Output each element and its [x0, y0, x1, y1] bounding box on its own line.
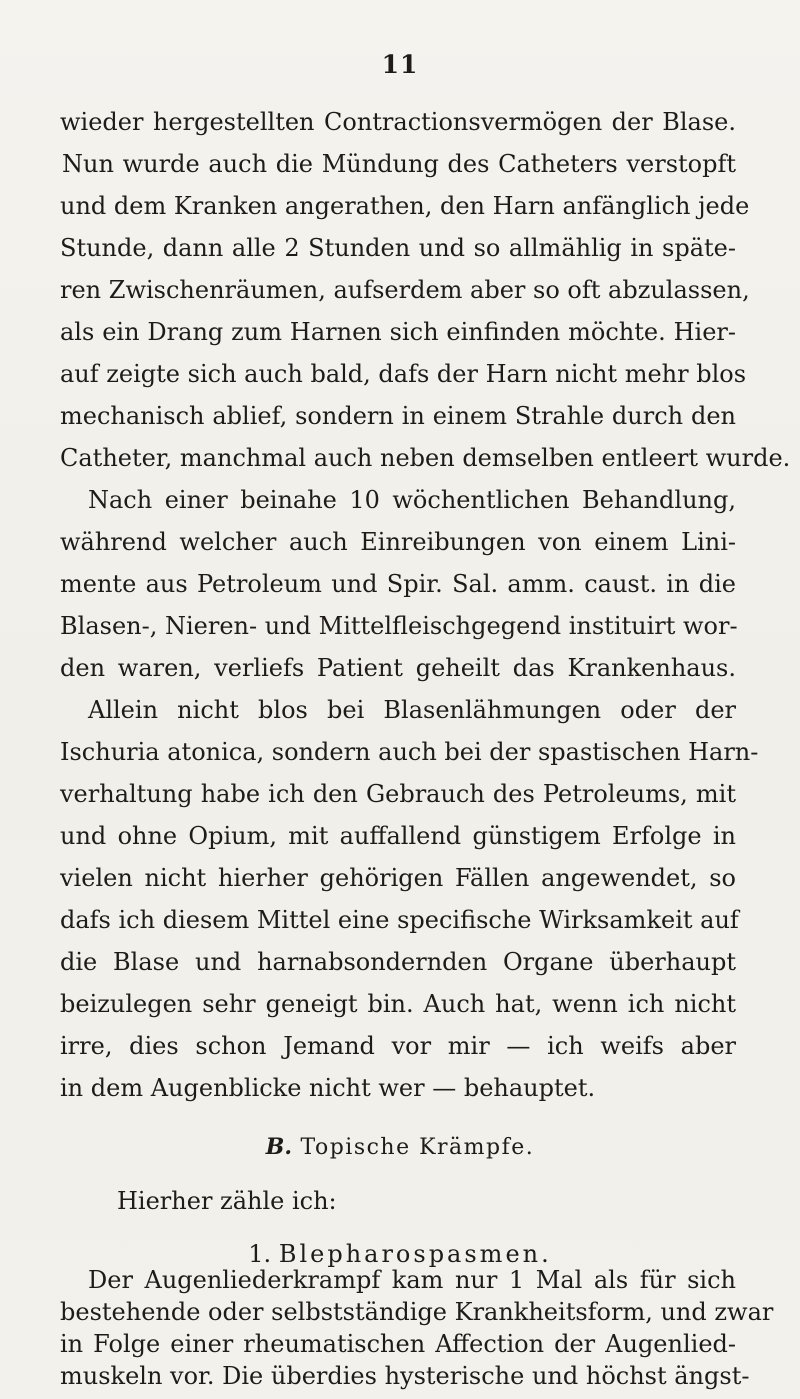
- text-line: beizulegen sehr geneigt bin. Auch hat, wenn ich nicht: [60, 990, 736, 1018]
- text-line: Nun wurde auch die Mündung des Catheters verstopft: [62, 150, 736, 178]
- section-title: Topische Krämpfe.: [300, 1135, 535, 1160]
- text-line: muskeln vor. Die überdies hysterische und höchst ängst-: [60, 1362, 750, 1390]
- text-line: als ein Drang zum Harnen sich einfinden möchte. Hier-: [60, 318, 736, 346]
- text-line: irre, dies schon Jemand vor mir — ich weifs aber: [60, 1032, 736, 1060]
- subsection-number: 1.: [248, 1240, 272, 1268]
- page-number: 11: [381, 50, 419, 79]
- text-line: Catheter, manchmal auch neben demselben entleert wurde.: [60, 444, 791, 472]
- text-line: und ohne Opium, mit auffallend günstigem Erfolge in: [60, 822, 736, 850]
- subsection-title: Blepharospasmen.: [278, 1240, 552, 1268]
- text-line: verhaltung habe ich den Gebrauch des Petroleums, mit: [60, 780, 736, 808]
- text-line: Ischuria atonica, sondern auch bei der spastischen Harn-: [60, 738, 759, 766]
- text-line: die Blase und harnabsondernden Organe überhaupt: [60, 948, 736, 976]
- text-line: Der Augenliederkrampf kam nur 1 Mal als für sich: [88, 1266, 736, 1294]
- text-line: Allein nicht blos bei Blasenlähmungen oder der: [88, 696, 736, 724]
- text-line: Blasen-, Nieren- und Mittelfleischgegend instituirt wor-: [60, 612, 738, 640]
- text-line: dafs ich diesem Mittel eine specifische Wirksamkeit auf: [60, 906, 739, 934]
- text-line: mente aus Petroleum und Spir. Sal. amm. caust. in die: [60, 570, 736, 598]
- text-line: Nach einer beinahe 10 wöchentlichen Behandlung,: [88, 486, 736, 514]
- text-line: bestehende oder selbstständige Krankheitsform, und zwar: [60, 1298, 774, 1326]
- text-line: Stunde, dann alle 2 Stunden und so allmählig in späte-: [60, 234, 736, 262]
- text-line: während welcher auch Einreibungen von einem Lini-: [60, 528, 736, 556]
- section-heading-b: [0, 1131, 800, 1164]
- text-line: in Folge einer rheumatischen Affection der Augenlied-: [60, 1330, 736, 1358]
- text-line: den waren, verliefs Patient geheilt das Krankenhaus.: [60, 654, 736, 682]
- text-line: in dem Augenblicke nicht wer — behauptet.: [60, 1074, 596, 1102]
- section-letter: B.: [265, 1134, 292, 1160]
- text-line: wieder hergestellten Contractionsvermögen der Blase.: [60, 108, 736, 136]
- text-line: auf zeigte sich auch bald, dafs der Harn nicht mehr blos: [60, 360, 747, 388]
- text-line: ren Zwischenräumen, aufserdem aber so oft abzulassen,: [60, 276, 750, 304]
- intro-line: Hierher zähle ich:: [117, 1187, 337, 1215]
- text-line: vielen nicht hierher gehörigen Fällen angewendet, so: [60, 864, 736, 892]
- text-line: mechanisch ablief, sondern in einem Strahle durch den: [60, 402, 736, 430]
- text-line: und dem Kranken angerathen, den Harn anfänglich jede: [60, 192, 750, 220]
